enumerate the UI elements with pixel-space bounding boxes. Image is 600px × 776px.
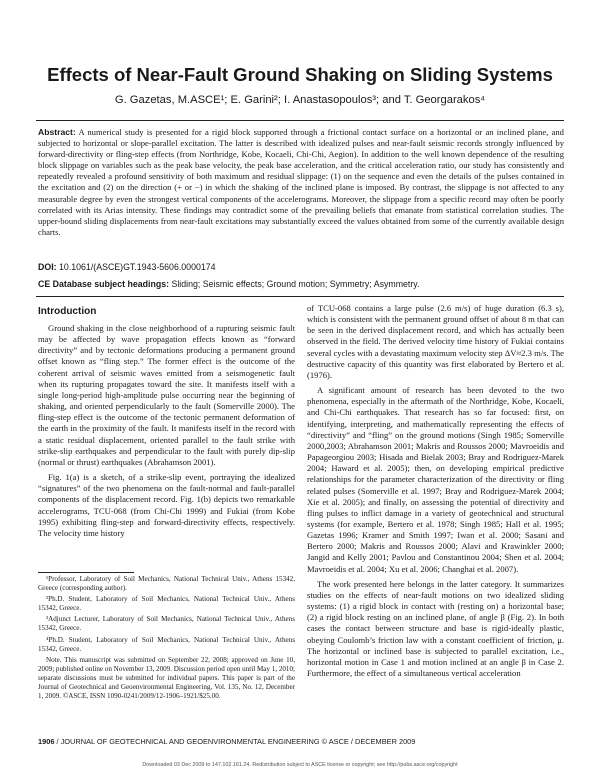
left-column — [38, 323, 295, 539]
doi-label: DOI: — [38, 262, 57, 272]
ce-subject-headings — [38, 279, 564, 289]
right-column — [307, 303, 564, 679]
intro-paragraph-2: Fig. 1(a) is a sketch, of a strike-slip event, portraying the idealized “signatures” of the two phenomena on the fault-normal and fault-parallel components of the displacement record. Fig. 1(b) depicts two remarkable accelerograms, TCU-068 (from Chi-Chi 1999) and Fukiai (from Kobe 1995) exhibiting fling-step and forward-directivity effects, respectively. The velocity time history — [38, 472, 295, 538]
footnote-1: ¹Professor, Laboratory of Soil Mechanics, National Technical Univ., Athens 15342, Greece (corresponding author). — [38, 575, 295, 593]
footnotes — [38, 575, 295, 703]
journal-footer: / JOURNAL OF GEOTECHNICAL AND GEOENVIRONMENTAL ENGINEERING © ASCE / DECEMBER 2009 — [54, 737, 416, 746]
right-paragraph-3: The work presented here belongs in the latter category. It summarizes studies on the effects of near-fault motions on two idealized sliding systems: (1) a rigid block in contact with (resting on) a horizontal base; (2) a rigid block resting on an inclined plane, of angle β (Fig. 2). In both cases the contact between structure and base is rigid-ideally plastic, obeying Coulomb’s friction law with a constant coefficient of friction, μ. The horizontal or inclined base is subjected to parallel excitation, i.e., horizontal motion in Case 1 and motion inclined at an angle β in Case 2. Furthermore, the effect of a simultaneous vertical acceleration — [307, 578, 564, 678]
section-heading-introduction: Introduction — [38, 306, 97, 317]
abstract-text: A numerical study is presented for a rigid block supported through a frictional contact surface on a horizontal or an inclined plane, and subjected to horizontal or slope-parallel excitation. The latter is described with idealized pulses and near-fault seismic records strongly influenced by forward-directivity or fling-step effects (from Northridge, Kobe, Kocaeli, Chi-Chi, Aegion). In addition to the well known dependence of the resulting block slippage on variables such as the peak base velocity, the peak base acceleration, and the critical acceleration ratio, our study has consistently and repeatedly revealed a profound sensitivity of both maximum and residual slippage: (1) on the sequence and even the details of the pulses contained in the excitation and (2) on the direction (+ or −) in which the shaking of the inclined plane is imposed. By contrast, the slippage is not affected to any measurable degree by even the strongest vertical components of the accelerograms. Moreover, the slippage from a specific record may often be poorly correlated with its Arias intensity. These findings may contradict some of the prevailing beliefs that emanate from statistical correlation studies. The upper-bound sliding displacements from near-fault excitations may substantially exceed the values obtained from some of the currently available design charts. — [38, 127, 564, 237]
footnote-rule — [38, 572, 134, 573]
submission-note: Note. This manuscript was submitted on September 22, 2008; approved on June 10, 2009; published online on November 13, 2009. Discussion period open until May 1, 2010; separate discussions must be submitted for individual papers. This paper is part of the Journal of Geotechnical and Geoenvironmental Engineering, Vol. 135, No. 12, December 1, 2009. ©ASCE, ISSN 1090-0241/2009/12-1906–1921/$25.00. — [38, 655, 295, 701]
page-number: 1906 — [38, 737, 55, 746]
download-notice: Downloaded 03 Dec 2009 to 147.102.161.24. Redistribution subject to ASCE license or copyright; see http://pubs.asce.org/copyright — [142, 762, 458, 768]
footnote-2: ²Ph.D. Student, Laboratory of Soil Mechanics, National Technical Univ., Athens 15342, Greece. — [38, 595, 295, 613]
abstract-label: Abstract: — [38, 127, 76, 137]
intro-paragraph-1: Ground shaking in the close neighborhood of a rupturing seismic fault may be affected by wave propagation effects known as “forward directivity” and by tectonic deformations producing a permanent ground offset known as “fling step.” The former effect is the outcome of the coherent arrival of seismic waves emitted from a seismogenetic fault when its rupturing propagates toward the site. It manifests itself with a single long-period high-amplitude pulse occurring near the beginning of shaking, and oriented perpendicularly to the fault (Somerville 2000). The fling-step effect is the outcome of the tectonic permanent deformation of the earth in the proximity of the fault. It manifests itself in the record with a static residual displacement, oriented parallel to the fault strike with strike-slip earthquakes and perpendicular to the fault with purely dip-slip (normal or thrust) earthquakes (Abrahamson 2001). — [38, 323, 295, 467]
footnote-3: ³Adjunct Lecturer, Laboratory of Soil Mechanics, National Technical Univ., Athens 15342, Greece. — [38, 615, 295, 633]
abstract-bottom-rule — [36, 296, 564, 297]
abstract-top-rule — [36, 120, 564, 121]
paper-title: Effects of Near-Fault Ground Shaking on Sliding Systems — [47, 64, 553, 85]
footnote-4: ⁴Ph.D. Student, Laboratory of Soil Mechanics, National Technical Univ., Athens 15342, Greece. — [38, 635, 295, 653]
doi-line — [38, 262, 564, 272]
abstract — [38, 127, 564, 238]
page-footer — [38, 737, 564, 746]
doi-value[interactable]: 10.1061/(ASCE)GT.1943-5606.0000174 — [59, 262, 216, 272]
right-paragraph-2: A significant amount of research has been devoted to the two phenomena, especially in the aftermath of the Northridge, Kobe, Kocaeli, and Chi-Chi earthquakes. That research has so far focused: first, on identifying, interpreting, and mathematically representing the effects of “directivity” and “fling” on the ground motions (Singh 1985; Somerville 2000,2003; Abrahamson 2001; Makris and Roussos 2000; Mavroeidis and Papageorgiou 2003; Hisada and Bielak 2003; Bray and Rodriguez-Marek 2004; Haward et al. 2005); then, on developing empirical predictive relationships for the parameter characterization of the directivity or fling related pulses (Somerville et al. 1997; Bray and Rodriguez-Marek 2004; Xie et al. 2005); and finally, on assessing the potential of directivity and fling pulses to inflict damage in a variety of geotechnical and structural systems (for example, Bertero et al. 1978; Singh 1985; Hall et al. 1995; Gazetas 1996; Kramer and Smith 1997; Iwan et al. 2000; Sasani and Bertero 2000; Makris and Roussos 2000; Alavi and Krawinkler 2000; Jangid and Kelly 2001; Pavlou and Constantinou 2004; Shen et al. 2004; Mavroeidis et al. 2004; Xu et al. 2006; Changhai et al. 2007). — [307, 385, 564, 574]
author-list: G. Gazetas, M.ASCE¹; E. Garini²; I. Anastasopoulos³; and T. Georgarakos⁴ — [114, 94, 486, 106]
ce-label: CE Database subject headings: — [38, 279, 170, 289]
ce-terms: Sliding; Seismic effects; Ground motion; Symmetry; Asymmetry. — [171, 279, 420, 289]
right-paragraph-1: of TCU-068 contains a large pulse (2.6 m/s) of huge duration (6.3 s), which is consistent with the permanent ground offset of about 8 m that can be seen in the derived displacement record, and which has actually been observed in the field. The derived velocity time history of Fukiai contains several cycles with a devastating maximum velocity step ΔV≈2.3 m/s. The destructive capacity of this quantity was first elaborated by Bertero et al. (1976). — [307, 303, 564, 380]
